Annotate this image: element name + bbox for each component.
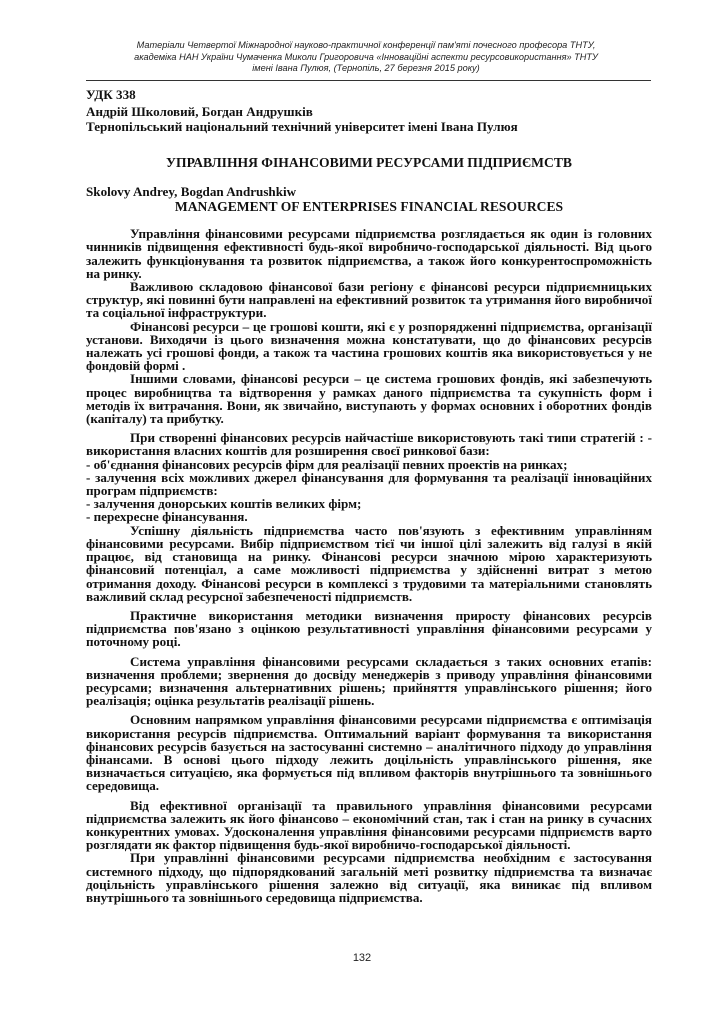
paragraph: Система управління фінансовими ресурсами складається з таких основних етапів: визначення проблеми; звернення до досвіду менеджерів з приводу управління фінансовими ресурсами; визначення альтернативних рішень; прийняття управлінського рішення; його реалізація; оцінка результатів реалізації рішень. [86,653,652,709]
header-line: Матеріали Четвертої Міжнародної науково-практичної конференції пам'яті почесного професора ТНТУ, [136,40,596,50]
list-item: - об'єднання фінансових ресурсів фірм для реалізації певних проектів на ринках; [86,456,568,472]
paragraph: Успішну діяльність підприємства часто пов'язують з ефективним управлінням фінансовими ресурсами. Вибір підприємством тієї чи іншої цілі залежить від галузі в якій працює, від становища на ринку. Фінансові ресурси значною мірою характеризують фінансовий потенціал, а саме можливості підприємства у здійсненні витрат з метою отримання доходу. Фінансові ресурси в комплексі з трудовими та матеріальними становлять важливий склад ресурсної забезпеченості підприємств. [86,522,652,604]
paragraph: Управління фінансовими ресурсами підприємства розглядається як один із головних чинників підвищення ефективності будь-якої виробничо-господарської діяльності. Від цього залежить функціонування та розвиток підприємства, а також його конкурентоспроможність на ринку. [86,226,652,281]
conference-header [96,40,636,75]
authors-en: Skolovy Andrey, Bogdan Andrushkiw [86,183,297,199]
paragraph: При управлінні фінансовими ресурсами підприємства необхідним є застосування системного підходу, що підпорядкований загальній меті розвитку підприємства та визначає доцільність управлінського рішення залежно від ситуації, яка виникає під впливом внутрішнього та зовнішнього середовища підприємства. [86,850,652,905]
paragraph: Іншими словами, фінансові ресурси – це система грошових фондів, які забезпечують процес виробництва та відтворення у рамках даного підприємства та сукупність форм і методів їх витрачання. Вони, як звичайно, виступають у формах основних і оборотних фондів (капіталу) та прибутку. [86,371,652,427]
article-body [86,88,652,910]
article-title-en: MANAGEMENT OF ENTERPRISES FINANCIAL RESOURCES [174,199,564,215]
paragraph: Важливою складовою фінансової бази регіону є фінансові ресурси підприємницьких структур, які повинні бути направлені на ефективний розвиток та утримання його виробничої та соціальної інфраструктури. [86,279,652,321]
udk-code: УДК 338 [86,87,136,102]
affiliation: Тернопільський національний технічний університет імені Івана Пулюя [86,119,518,135]
authors: Андрій Школовий, Богдан Андрушків [86,104,313,120]
paragraph: Практичне використання методики визначення приросту фінансових ресурсів підприємства пов'язано з оцінкою результативності управління фінансовими ресурсами у поточному році. [86,607,652,650]
header-line: імені Івана Пулюя, (Тернопіль, 27 березня 2015 року) [252,63,480,74]
header-line: академіка НАН України Чумаченка Миколи Григоровича «Інноваційні аспекти ресурсовикористання» ТНТУ [134,51,598,62]
list-item: - залучення донорських коштів великих фірм; [86,496,362,512]
article-title-ua: УПРАВЛІННЯ ФІНАНСОВИМИ РЕСУРСАМИ ПІДПРИЄМСТВ [166,154,572,170]
header-divider [86,80,651,81]
paragraph: При створенні фінансових ресурсів найчастіше використовують такі типи стратегій : - використання власних коштів для розширення своєї ринкової бази: [86,430,652,459]
list-item: - залучення всіх можливих джерел фінансування для формування та реалізації інноваційних програм підприємств: [86,469,652,499]
paragraph: Від ефективної організації та правильного управління фінансовими ресурсами підприємства залежить як його фінансово – економічний стан, так і стан на ринку в сучасних конкурентних умовах. Удосконалення управління фінансовими ресурсами підприємств варто розглядати як фактор підвищення будь-якої виробничо-господарської діяльності. [86,797,652,853]
page-number: 132 [352,952,372,964]
paragraph: Фінансові ресурси – це грошові кошти, які є у розпорядженні підприємства, організації установи. Виходячи із цього визначення можна констатувати, що до фінансових ресурсів належать усі грошові фонди, а також та частина грошових коштів яка використовується у не фондовій формі . [86,318,652,374]
paragraph: Основним напрямком управління фінансовими ресурсами підприємства є оптимізація використання ресурсів підприємства. Оптимальний варіант формування та використання фінансових ресурсів базується на застосуванні системно – аналітичного підходу до управління фінансами. В основі цього підходу лежить доцільність управлінського рішення, яке визначається ситуацією, яка формується під впливом факторів внутрішнього та зовнішнього середовища. [86,712,652,794]
list-item: - перехресне фінансування. [86,509,248,525]
